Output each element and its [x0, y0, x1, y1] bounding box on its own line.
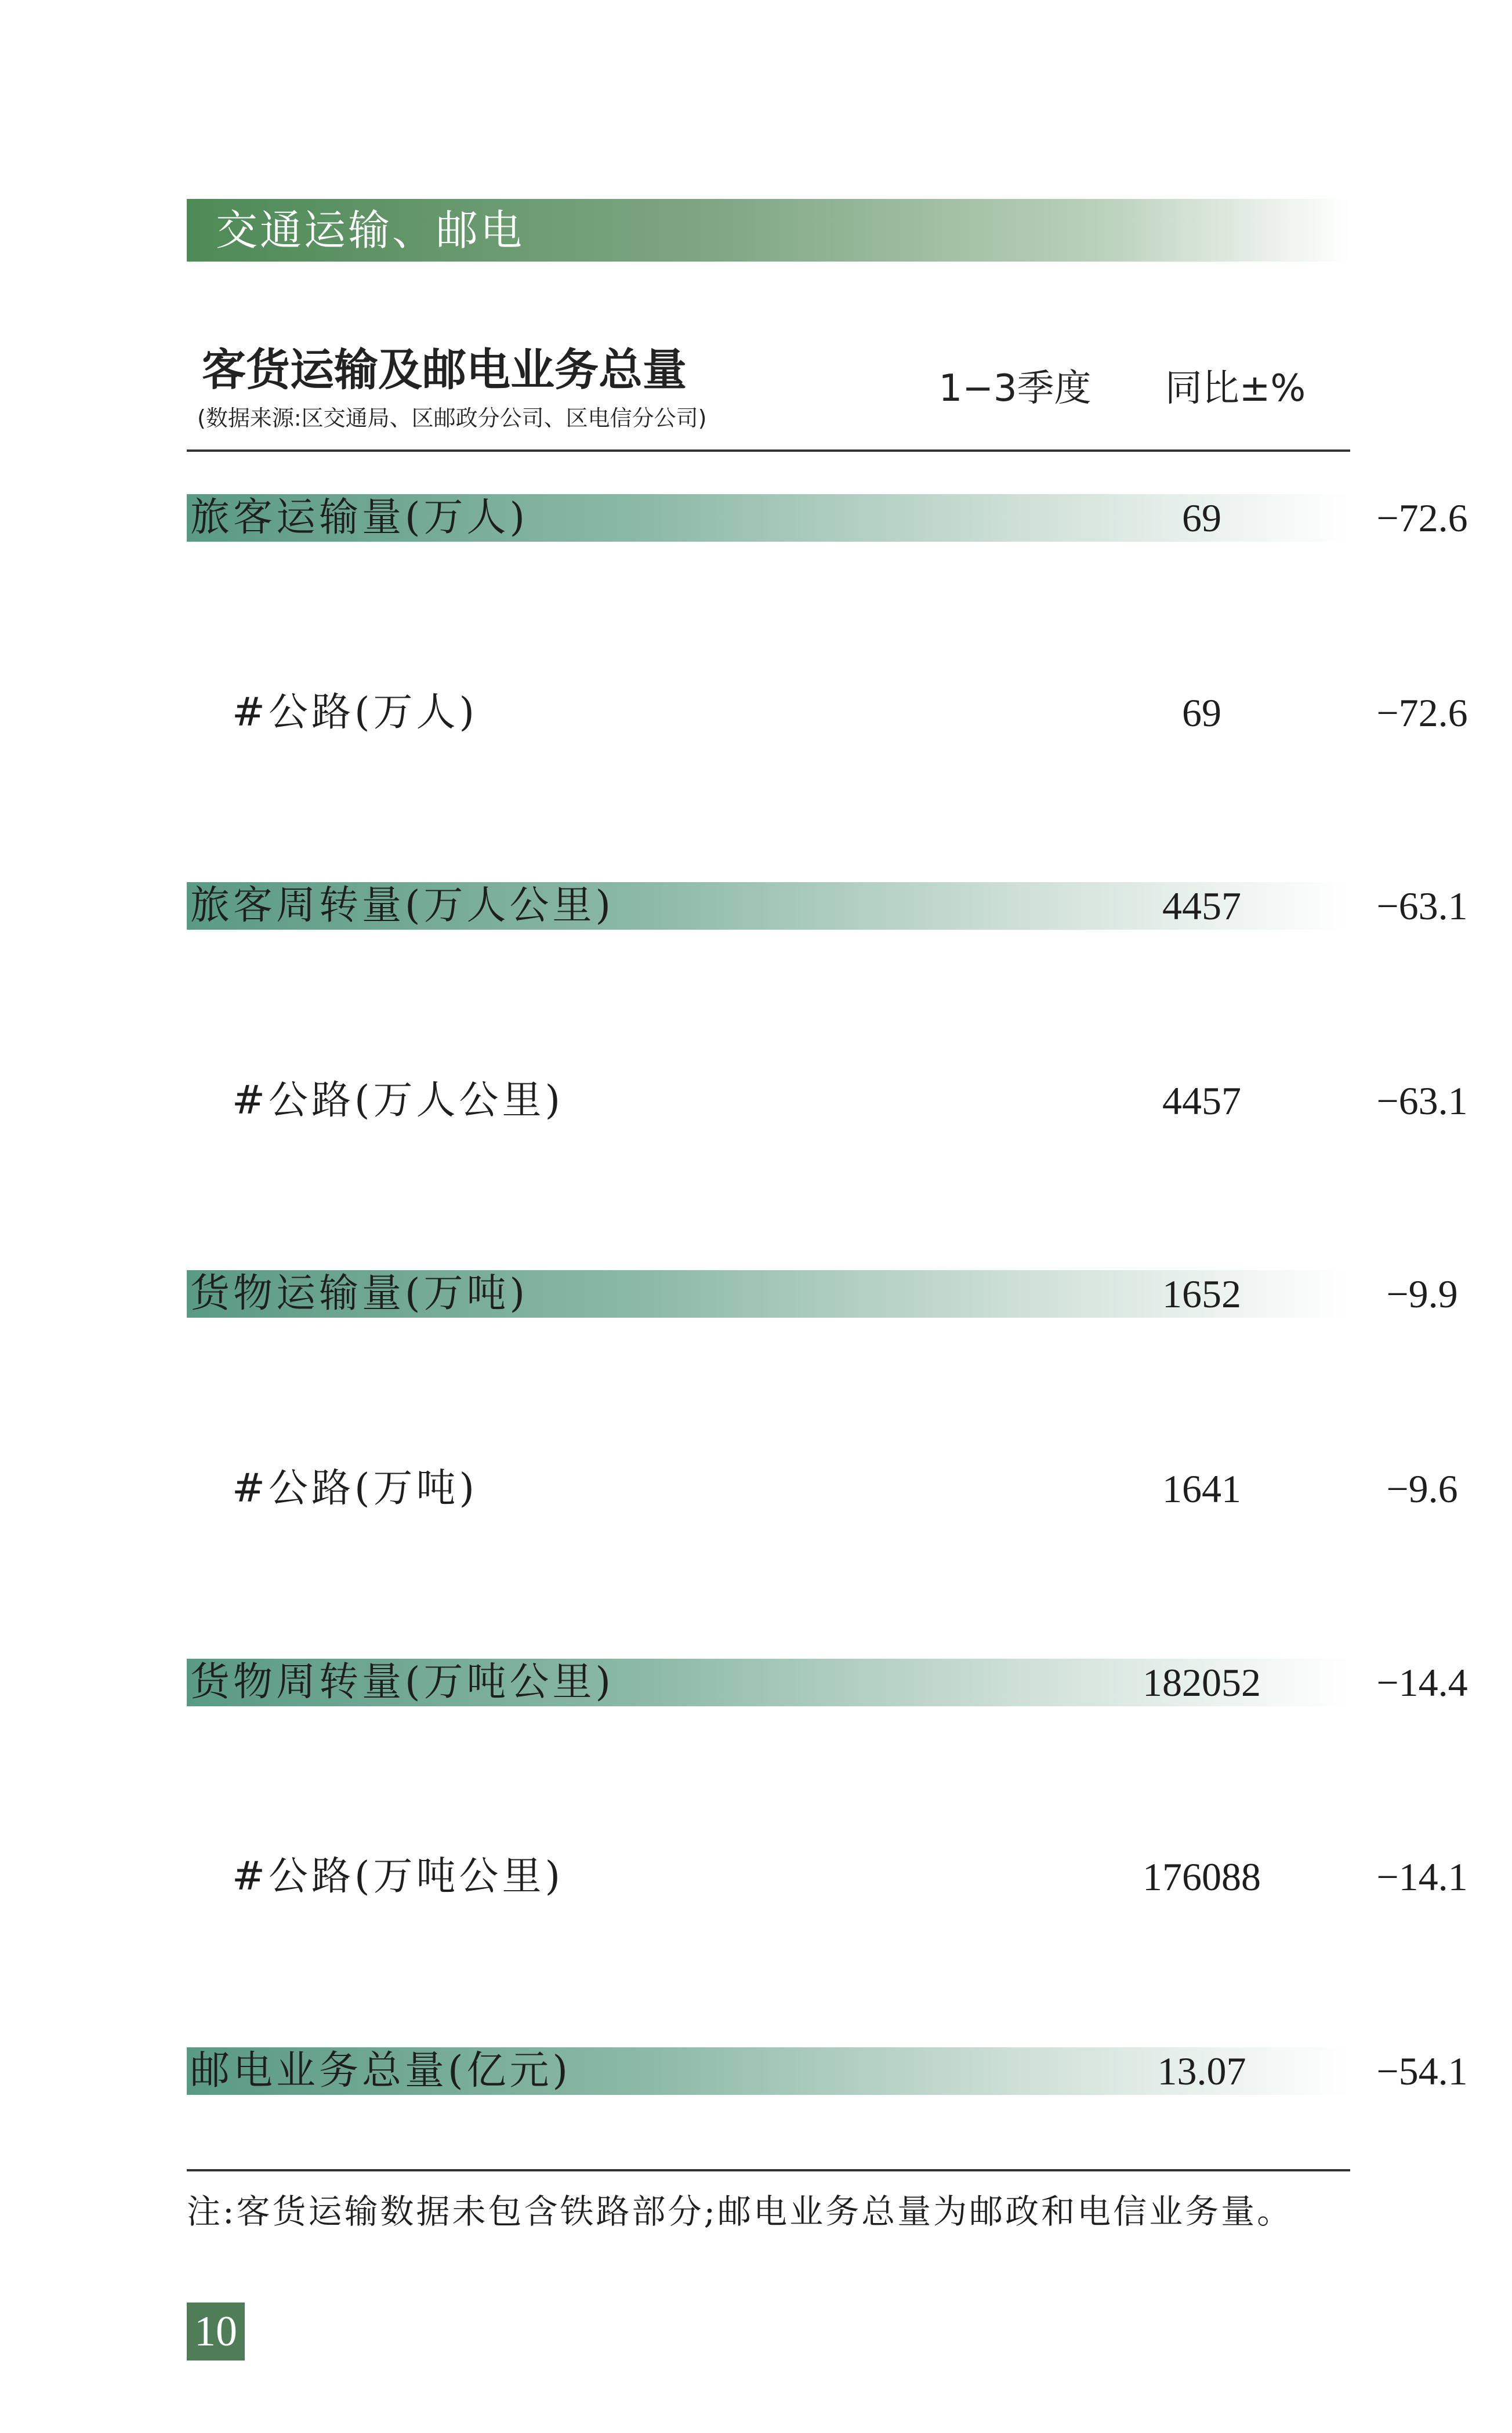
table-top-rule	[187, 449, 1350, 452]
table-row	[187, 882, 1468, 930]
row-change: −14.1	[1376, 1855, 1468, 1899]
row-change: −72.6	[1376, 496, 1468, 540]
section-title: 交通运输、邮电	[216, 206, 525, 255]
row-change: −14.4	[1376, 1660, 1468, 1705]
table-source-note: (数据来源:区交通局、区邮政分公司、区电信分公司)	[197, 405, 707, 431]
row-label: 货物周转量(万吨公里)	[190, 1659, 615, 1705]
section-header-bar	[187, 199, 1350, 262]
row-value: 69	[1182, 496, 1221, 540]
table-row	[187, 1465, 1458, 1513]
page-number: 10	[187, 2303, 245, 2361]
row-label: 旅客运输量(万人)	[190, 495, 529, 541]
row-change: −63.1	[1376, 1079, 1468, 1123]
row-change: −72.6	[1376, 691, 1468, 735]
row-label: 邮电业务总量(亿元)	[190, 2048, 572, 2094]
table-row	[187, 494, 1468, 542]
row-label: #公路(万人公里)	[232, 1078, 564, 1123]
row-value: 69	[1182, 691, 1221, 735]
row-value: 4457	[1162, 1079, 1241, 1123]
row-value: 4457	[1162, 884, 1241, 928]
row-change: −9.6	[1386, 1467, 1458, 1511]
table-row	[187, 689, 1468, 737]
row-value: 1641	[1162, 1467, 1241, 1511]
table-row	[187, 1853, 1468, 1901]
footnote: 注:客货运输数据未包含铁路部分;邮电业务总量为邮政和电信业务量。	[187, 2192, 1293, 2231]
row-label: #公路(万人)	[232, 690, 478, 735]
table-row	[187, 2047, 1468, 2095]
row-change: −63.1	[1376, 884, 1468, 928]
row-value: 1652	[1162, 1272, 1241, 1316]
table-row	[187, 1077, 1468, 1125]
column-header-change: 同比±%	[1165, 367, 1306, 410]
row-value: 182052	[1143, 1660, 1261, 1705]
row-label: 货物运输量(万吨)	[190, 1271, 529, 1317]
row-value: 176088	[1143, 1855, 1261, 1899]
row-change: −9.9	[1386, 1272, 1458, 1316]
row-label: 旅客周转量(万人公里)	[190, 883, 615, 929]
table-bottom-rule	[187, 2169, 1350, 2171]
table-row	[187, 1659, 1468, 1706]
table-row	[187, 1270, 1458, 1318]
table-title: 客货运输及邮电业务总量	[202, 344, 687, 396]
row-label: #公路(万吨)	[232, 1466, 478, 1511]
row-value: 13.07	[1157, 2049, 1246, 2093]
row-label: #公路(万吨公里)	[232, 1854, 564, 1899]
column-header-period: 1−3季度	[938, 367, 1092, 410]
row-change: −54.1	[1376, 2049, 1468, 2093]
